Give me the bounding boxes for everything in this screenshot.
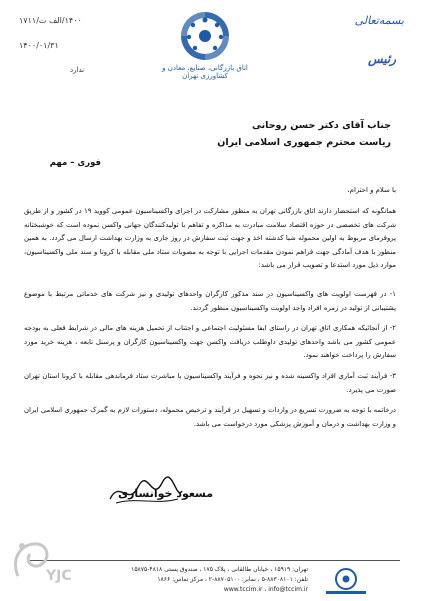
letter-date: ۱۴۰۰/۰۱/۳۱ bbox=[19, 41, 59, 50]
closing-paragraph: درخاتمه با توجه به ضرورت تسریع در واردات و تسهیل در فرآیند و ترخیص محموله، دستورات لازم به گمرک جمهوری اسلامی ایران و وزارت بهداشت و درمان و آموزش پزشکی مورد درخواست می باشد. bbox=[24, 406, 396, 428]
signer-name: مسعود خوانساری bbox=[118, 487, 214, 500]
footer-logo-icon bbox=[316, 565, 376, 595]
chamber-name: اتاق بازرگانی، صنایع، معادن و کشاورزی تهران bbox=[162, 64, 248, 80]
greeting: با سلام و احترام، bbox=[347, 186, 396, 194]
recipient-name: جناب آقای دکتر حسن روحانی bbox=[251, 120, 391, 131]
letter-number: ۱۴۰۰/الف ت/۱۷۱۱ bbox=[19, 16, 82, 25]
footer-address: تهران: ۱۵۹۱۹ ، خیابان طالقانی ، پلاک ۱۷۵ ، صندوق پستی ۴۸۱۸-۱۵۸۷۵ bbox=[131, 566, 308, 573]
footer-web: www.tccim.ir ، info@tccim.ir bbox=[223, 586, 308, 593]
yjc-watermark-text: YJC bbox=[46, 568, 72, 584]
priority-label: فوری – مهم bbox=[49, 158, 101, 168]
item-2: ۲- از آنجائیکه همکاری اتاق تهران در راستای ایفا مسئولیت اجتماعی و اجتناب از تحمیل هزینه های مالی در شرایط فعلی به بودجه عمومی کشور می باشد واحدهای تولیدی داوطلب دریافت واکسن جهت واکسیناسیون کارگران و پرسنل تابعه ، هزینه خرید مورد سفارش را پرداخت خواهند نمود. bbox=[24, 324, 396, 359]
president-title: رئیس bbox=[367, 52, 396, 66]
attachment-value: ندارد bbox=[70, 66, 85, 74]
yjc-watermark-logo bbox=[8, 532, 93, 592]
item-3: ۳- فرآیند ثبت آماری افراد واکسینه شده و نیز نحوه و فرآیند واکسیناسیون با مباشرت ستاد فرماندهی مقابله با کرونا استان تهران صورت می پذیرد. bbox=[24, 372, 396, 394]
recipient-title: ریاست محترم جمهوری اسلامی ایران bbox=[217, 137, 391, 148]
basmala: بسمه‌تعالی bbox=[354, 14, 404, 27]
paragraph-intro: همانگونه که استحضار دارند اتاق بازرگانی تهران به منظور مشارکت در اجرای واکسیناسیون عمومی کووید ۱۹ در کشور و از طریق شرکت های تخصصی در حوزه اقتصاد سلامت مبادرت به مذاکره و تفاهم با تولیدکنندگان جهانی واکسن نموده است که خوشبختانه پروفرمای مربوط به اولین محموله شبا کدشته اخذ و جهت ثبت سفارش در روز جاری به وزارت بهداشت ارسال می گردد. به همین منظور با هدف آمادگی جهت فراهم نمودن مقدمات اجرایی با توجه به مصوبات ستاد ملی مقابله با کرونا و سند ملی واکسیناسیون، موارد ذیل مورد استدعا و تصویب قرار می باشد: bbox=[24, 207, 397, 269]
item-1: ۱- در فهرست اولویت های واکسیناسیون در سند مذکور کارگران واحدهای تولیدی و نیز شرکت های خدماتی مرتبط با موضوع پشتیبانی از تولید در زمره افراد واجد اولویت واکسیناسیون منظور گردند. bbox=[24, 290, 396, 312]
footer-phone: تلفن: ۸۸۳۰۸۱۰۱-۵ ، نمابر: ۸۸۷۰۵۱۰۰-۲ ، مرکز تماس: ۱۸۶۶ bbox=[157, 576, 308, 583]
